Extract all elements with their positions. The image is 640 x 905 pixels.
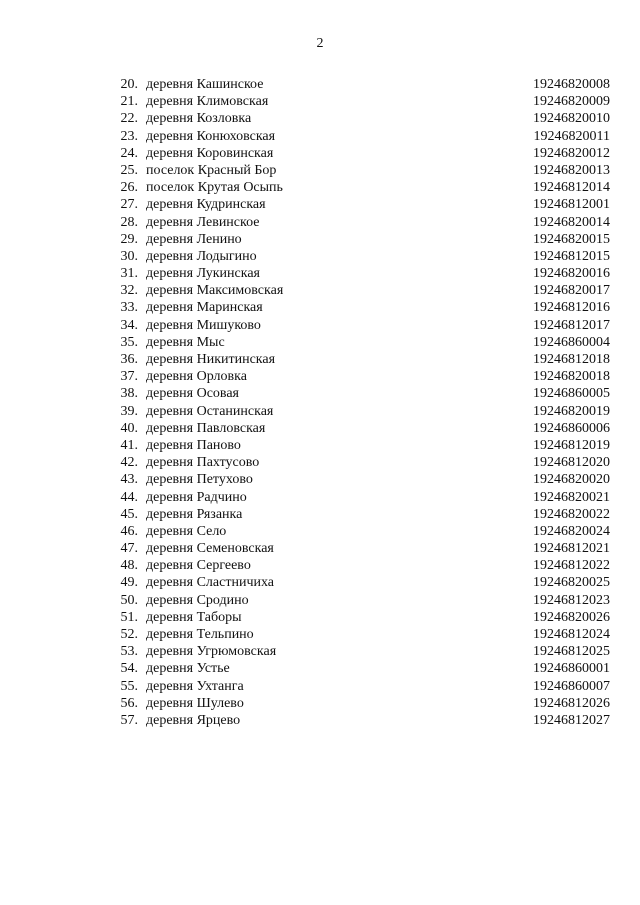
settlement-name: деревня Паново (146, 437, 241, 453)
entry-number: 26. (120, 180, 138, 196)
settlement-code: 19246820020 (533, 472, 610, 488)
list-item (0, 334, 640, 351)
entry-number: 36. (120, 352, 138, 367)
entry-number: 29. (120, 231, 138, 247)
settlement-code: 19246860001 (533, 661, 610, 677)
settlement-name: деревня Лукинская (146, 266, 260, 282)
entry-number: 21. (120, 94, 138, 110)
entry-number: 46. (120, 523, 138, 539)
list-item (0, 454, 640, 471)
settlement-code: 19246812001 (533, 197, 610, 213)
settlement-list (0, 76, 640, 729)
settlement-name: деревня Ухтанга (146, 678, 244, 694)
settlement-code: 19246820018 (533, 369, 610, 385)
list-item (0, 385, 640, 402)
settlement-name: деревня Сергеево (146, 558, 251, 574)
settlement-code: 19246812021 (533, 541, 610, 557)
settlement-name: деревня Угрюмовская (146, 644, 277, 660)
settlement-name: поселок Крутая Осыпь (146, 180, 283, 196)
settlement-code: 19246812026 (533, 695, 610, 711)
settlement-code: 19246820019 (533, 403, 610, 419)
settlement-name: деревня Климовская (146, 94, 269, 110)
list-item (0, 592, 640, 609)
list-item (0, 506, 640, 523)
settlement-code: 19246860004 (533, 334, 610, 350)
entry-number: 53. (120, 644, 138, 660)
list-item (0, 179, 640, 196)
entry-number: 48. (120, 558, 138, 574)
entry-number: 23. (120, 128, 138, 144)
list-item (0, 660, 640, 677)
entry-number: 50. (120, 592, 138, 608)
settlement-code: 19246820015 (533, 231, 610, 247)
list-item (0, 489, 640, 506)
settlement-code: 19246860005 (533, 386, 610, 402)
list-item (0, 471, 640, 488)
list-item (0, 557, 640, 574)
list-item (0, 317, 640, 334)
settlement-name: деревня Сластничиха (146, 575, 275, 591)
settlement-code: 19246812019 (533, 437, 610, 453)
list-item (0, 695, 640, 712)
settlement-name: деревня Никитинская (146, 352, 276, 367)
settlement-code: 19246812018 (533, 352, 610, 367)
list-item (0, 574, 640, 591)
settlement-name: деревня Село (146, 523, 227, 539)
settlement-name: деревня Мыс (146, 334, 225, 350)
entry-number: 43. (120, 472, 138, 488)
entry-number: 57. (120, 712, 138, 728)
list-item (0, 626, 640, 643)
list-item (0, 196, 640, 213)
settlement-code: 19246820017 (533, 283, 610, 299)
list-item (0, 162, 640, 179)
list-item (0, 145, 640, 162)
settlement-name: деревня Ленино (146, 231, 242, 247)
entry-number: 52. (120, 627, 138, 642)
entry-number: 30. (120, 248, 138, 264)
settlement-code: 19246812020 (533, 455, 610, 471)
settlement-name: деревня Рязанка (146, 506, 243, 522)
settlement-code: 19246820016 (533, 266, 610, 282)
list-item (0, 643, 640, 660)
entry-number: 55. (120, 678, 138, 694)
list-item (0, 712, 640, 729)
settlement-code: 19246820025 (533, 575, 610, 591)
settlement-code: 19246820026 (533, 609, 610, 625)
settlement-name: деревня Козловка (146, 111, 252, 127)
settlement-code: 19246812015 (533, 248, 610, 264)
entry-number: 40. (120, 420, 138, 436)
settlement-name: деревня Семеновская (146, 541, 274, 557)
settlement-name: деревня Пахтусово (146, 455, 260, 471)
entry-number: 25. (120, 162, 138, 178)
settlement-code: 19246820014 (533, 214, 610, 230)
list-item (0, 282, 640, 299)
list-item (0, 523, 640, 540)
settlement-code: 19246820011 (533, 128, 610, 144)
settlement-name: деревня Конюховская (146, 128, 276, 144)
entry-number: 51. (120, 609, 138, 625)
settlement-code: 19246820013 (533, 162, 610, 178)
settlement-name: деревня Орловка (146, 369, 247, 385)
settlement-name: деревня Мишуково (146, 317, 261, 333)
list-item (0, 403, 640, 420)
settlement-name: деревня Маринская (146, 300, 263, 316)
entry-number: 33. (120, 300, 138, 316)
entry-number: 32. (120, 283, 138, 299)
settlement-name: деревня Кашинское (146, 77, 264, 92)
settlement-name: деревня Ярцево (146, 712, 241, 728)
settlement-name: деревня Максимовская (146, 283, 284, 299)
settlement-code: 19246812025 (533, 644, 610, 660)
settlement-name: деревня Лодыгино (146, 248, 257, 264)
settlement-code: 19246812017 (533, 317, 610, 333)
entry-number: 47. (120, 541, 138, 557)
entry-number: 45. (120, 506, 138, 522)
settlement-name: деревня Радчино (146, 489, 247, 505)
settlement-code: 19246820012 (533, 145, 610, 161)
list-item (0, 420, 640, 437)
settlement-name: деревня Таборы (146, 609, 242, 625)
entry-number: 38. (120, 386, 138, 402)
settlement-code: 19246820024 (533, 523, 610, 539)
entry-number: 28. (120, 214, 138, 230)
list-item (0, 678, 640, 695)
settlement-name: деревня Кудринская (146, 197, 266, 213)
settlement-name: деревня Левинское (146, 214, 260, 230)
settlement-code: 19246812027 (533, 712, 610, 728)
settlement-code: 19246812023 (533, 592, 610, 608)
settlement-name: деревня Останинская (146, 403, 274, 419)
list-item (0, 110, 640, 127)
settlement-code: 19246860006 (533, 420, 610, 436)
settlement-code: 19246820021 (533, 489, 610, 505)
entry-number: 31. (120, 266, 138, 282)
settlement-code: 19246820010 (533, 111, 610, 127)
list-item (0, 609, 640, 626)
list-item (0, 368, 640, 385)
settlement-name: поселок Красный Бор (146, 162, 277, 178)
entry-number: 20. (120, 77, 138, 92)
entry-number: 35. (120, 334, 138, 350)
settlement-name: деревня Петухово (146, 472, 253, 488)
settlement-name: деревня Коровинская (146, 145, 274, 161)
settlement-code: 19246860007 (533, 678, 610, 694)
entry-number: 54. (120, 661, 138, 677)
settlement-code: 19246812014 (533, 180, 610, 196)
settlement-name: деревня Устье (146, 661, 230, 677)
page-number: 2 (316, 36, 324, 51)
entry-number: 56. (120, 695, 138, 711)
list-item (0, 351, 640, 368)
entry-number: 49. (120, 575, 138, 591)
list-item (0, 540, 640, 557)
entry-number: 44. (120, 489, 138, 505)
list-item (0, 299, 640, 316)
entry-number: 39. (120, 403, 138, 419)
settlement-name: деревня Осовая (146, 386, 239, 402)
list-item (0, 265, 640, 282)
list-item (0, 437, 640, 454)
settlement-code: 19246812022 (533, 558, 610, 574)
settlement-code: 19246820022 (533, 506, 610, 522)
settlement-code: 19246820009 (533, 94, 610, 110)
settlement-name: деревня Павловская (146, 420, 266, 436)
list-item (0, 231, 640, 248)
entry-number: 22. (120, 111, 138, 127)
settlement-name: деревня Сродино (146, 592, 249, 608)
settlement-name: деревня Тельпино (146, 627, 254, 642)
list-item (0, 76, 640, 93)
settlement-code: 19246812016 (533, 300, 610, 316)
entry-number: 37. (120, 369, 138, 385)
entry-number: 34. (120, 317, 138, 333)
entry-number: 42. (120, 455, 138, 471)
settlement-code: 19246812024 (533, 627, 610, 642)
entry-number: 41. (120, 437, 138, 453)
entry-number: 27. (120, 197, 138, 213)
entry-number: 24. (120, 145, 138, 161)
list-item (0, 93, 640, 110)
settlement-name: деревня Шулево (146, 695, 244, 711)
list-item (0, 248, 640, 265)
list-item (0, 214, 640, 231)
settlement-code: 19246820008 (533, 77, 610, 92)
list-item (0, 128, 640, 145)
